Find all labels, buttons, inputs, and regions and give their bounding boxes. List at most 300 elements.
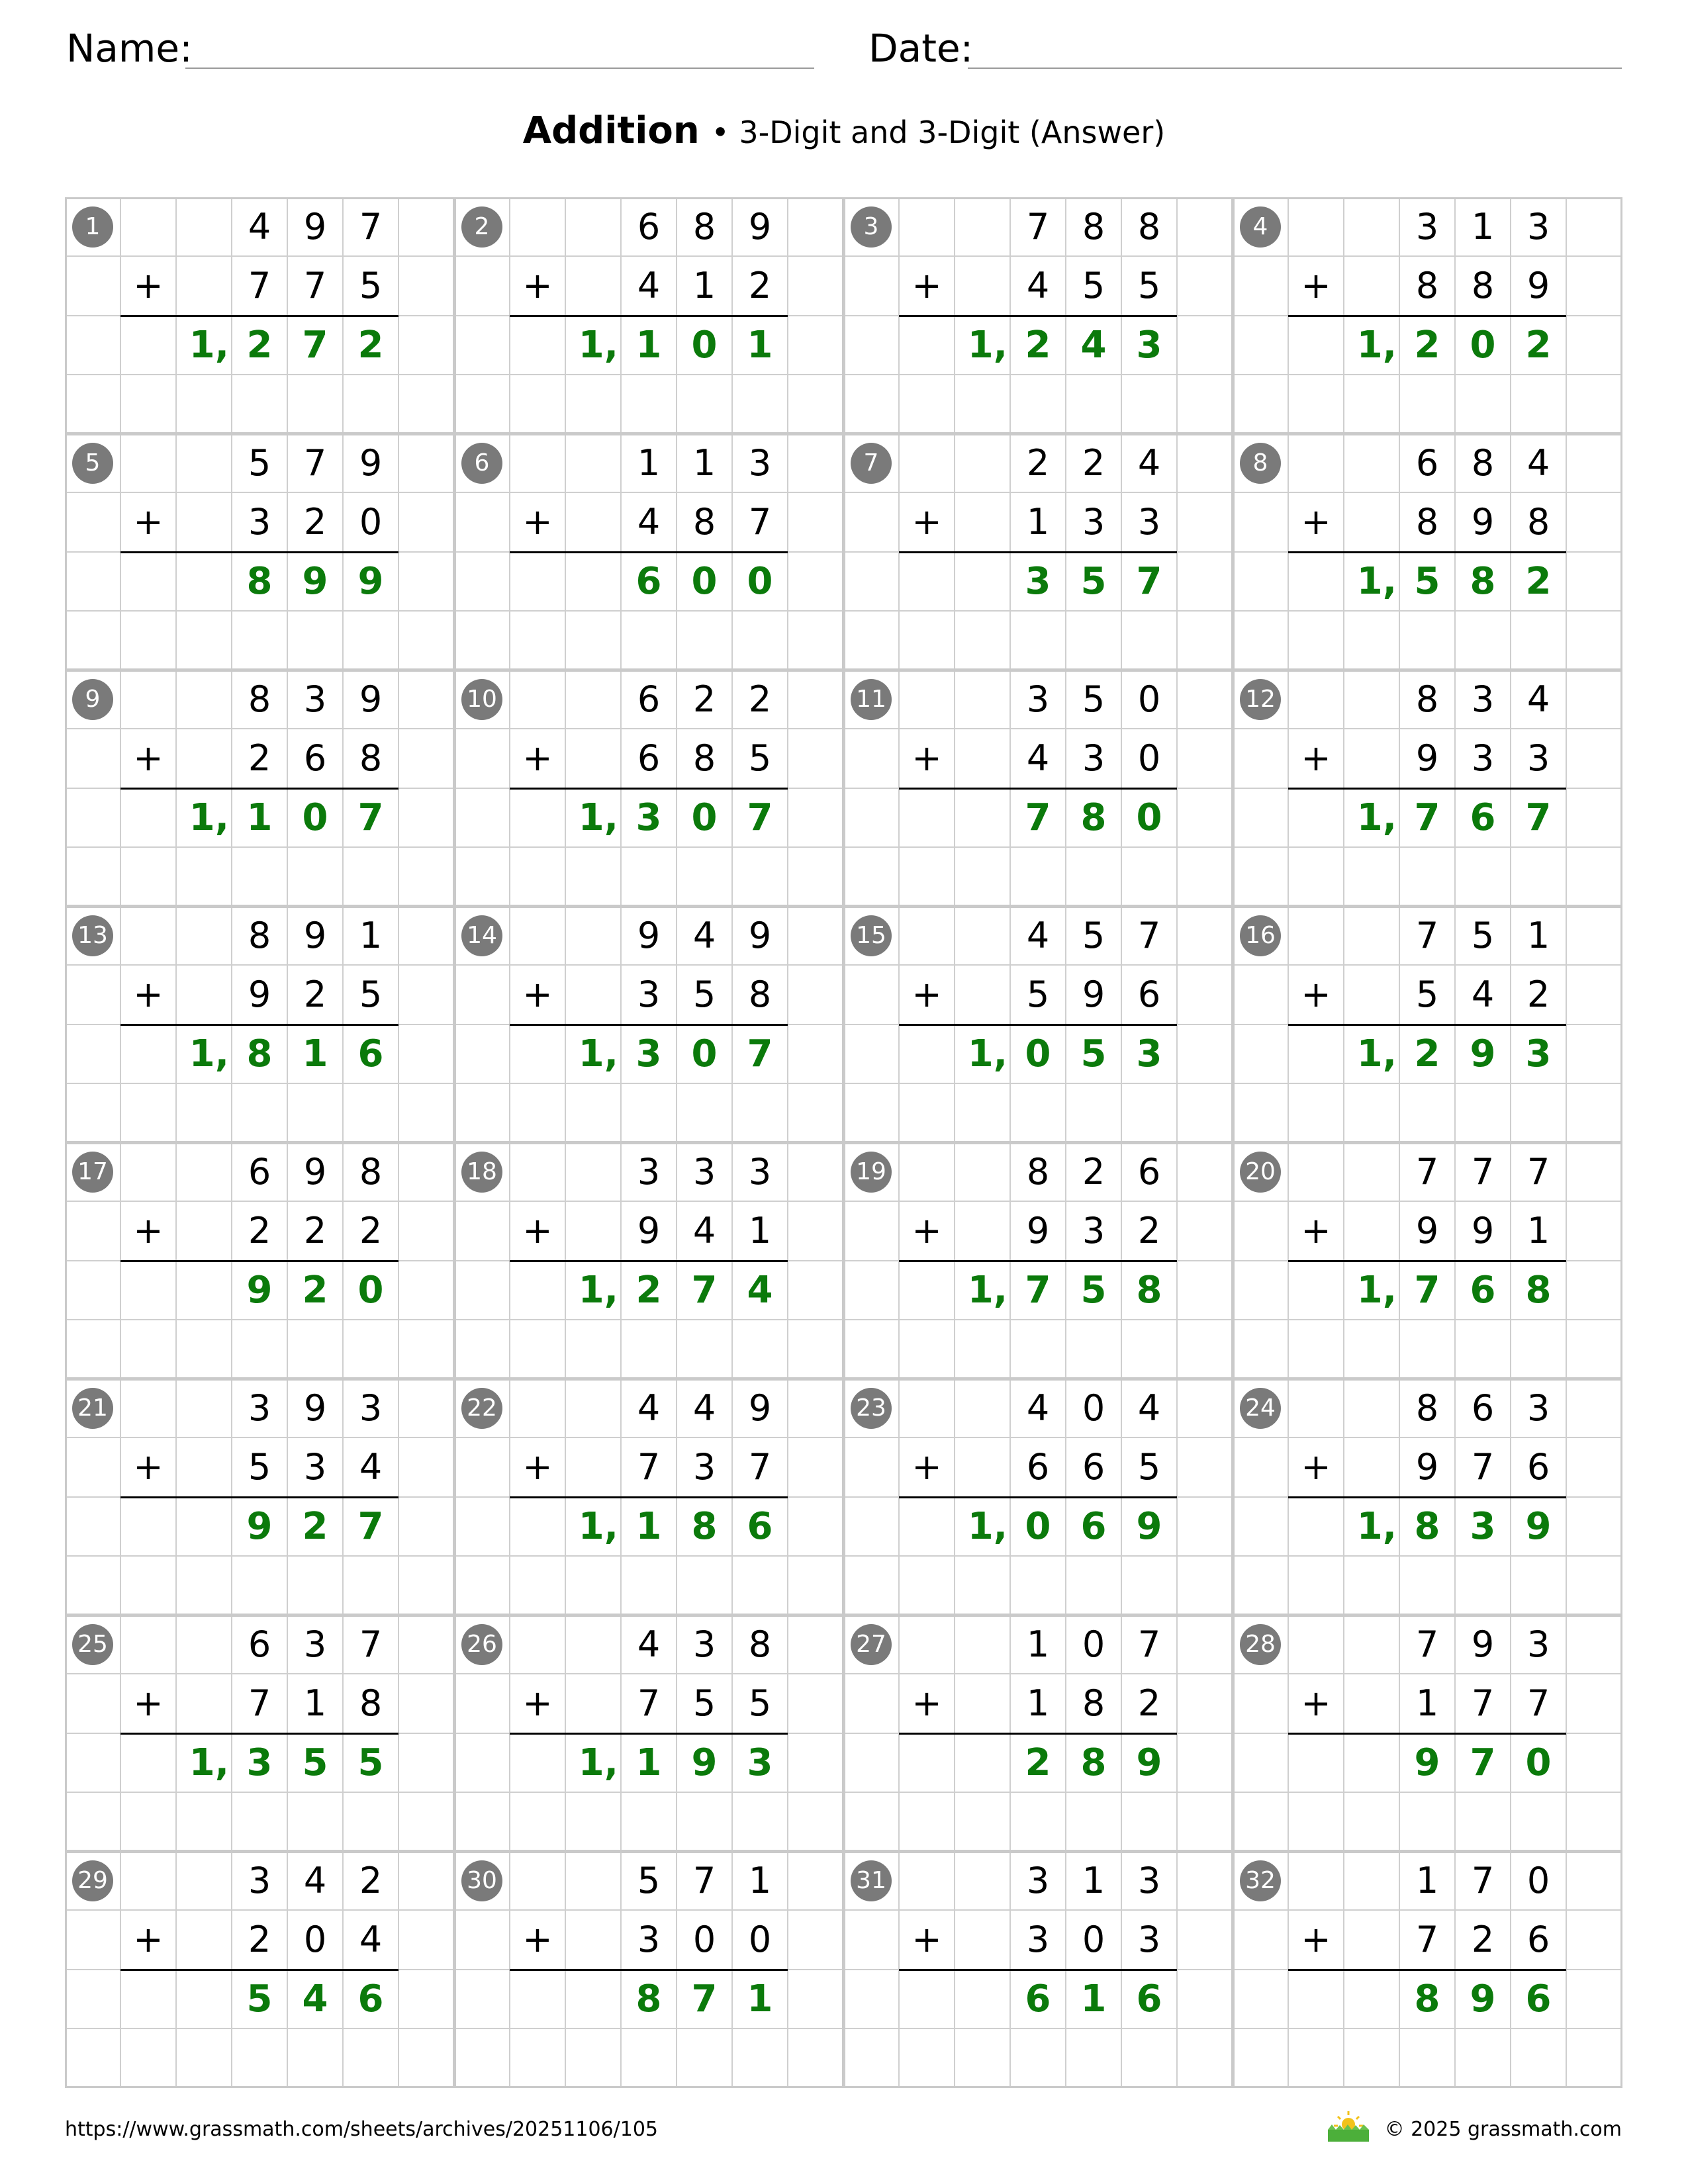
grid-cell	[1399, 375, 1455, 433]
addend-top-digit: 1	[637, 442, 661, 484]
answer-digit: 9	[691, 1741, 718, 1784]
addend-bottom-digit: 0	[1137, 737, 1161, 780]
grid-cell	[1511, 611, 1566, 670]
grid-cell	[399, 1497, 454, 1556]
answer-digit: 5	[246, 1977, 273, 2021]
grid-cell	[843, 1024, 899, 1083]
answer-digit: 7	[357, 1504, 384, 1548]
grid-cell	[1566, 965, 1622, 1024]
grid-cell	[232, 375, 287, 433]
grid-cell	[1455, 2028, 1511, 2087]
problem-number-badge: 11	[851, 679, 892, 720]
grid-cell	[955, 670, 1010, 729]
addend-top-digit: 3	[1526, 206, 1550, 248]
addend-top-digit: 3	[637, 1151, 661, 1193]
grid-cell	[287, 1556, 343, 1615]
grid-cell	[788, 256, 843, 315]
plus-sign: +	[1301, 1919, 1331, 1961]
addend-top-digit: 8	[248, 915, 271, 956]
grid-cell	[788, 1083, 843, 1142]
grid-cell	[1177, 492, 1233, 551]
grid-cell	[454, 788, 510, 847]
grid-cell	[1511, 847, 1566, 906]
grid-cell	[65, 1083, 120, 1142]
grid-cell	[1566, 906, 1622, 965]
problem-number-badge: 7	[851, 443, 892, 484]
grid-cell	[176, 1379, 232, 1437]
grid-cell	[399, 433, 454, 492]
addend-top-digit: 2	[359, 1860, 383, 1901]
grid-cell	[510, 1497, 565, 1556]
addend-top-digit: 6	[637, 678, 661, 720]
plus-sign: +	[912, 265, 942, 307]
grid-cell	[1233, 256, 1288, 315]
grid-cell	[955, 375, 1010, 433]
grid-cell	[343, 847, 399, 906]
addend-top-digit: 7	[1471, 1860, 1495, 1901]
grid-cell	[1566, 375, 1622, 433]
grid-cell	[454, 1437, 510, 1496]
answer-digit: 9	[246, 1268, 273, 1312]
grid-cell	[843, 492, 899, 551]
addend-bottom-digit: 3	[1137, 1919, 1161, 1961]
grid-cell	[1566, 1201, 1622, 1260]
plus-sign: +	[912, 1682, 942, 1725]
grid-cell	[1399, 611, 1455, 670]
grid-cell	[65, 1733, 120, 1792]
grid-cell	[955, 1615, 1010, 1674]
grid-cell	[1121, 611, 1177, 670]
addend-bottom-digit: 5	[1026, 974, 1050, 1016]
footer-url[interactable]: https://www.grassmath.com/sheets/archives/20251106/105	[65, 2118, 659, 2141]
addend-bottom-digit: 0	[692, 1919, 716, 1961]
grid-cell	[1566, 1024, 1622, 1083]
grid-cell	[1288, 1792, 1344, 1851]
grid-cell	[120, 906, 176, 965]
addend-top-digit: 4	[637, 1623, 661, 1665]
addend-bottom-digit: 3	[1082, 501, 1105, 543]
grid-cell	[788, 1379, 843, 1437]
grid-cell	[1455, 1083, 1511, 1142]
grid-cell	[399, 1556, 454, 1615]
grid-cell	[1288, 1851, 1344, 1910]
answer-digit: 7	[691, 1268, 718, 1312]
addend-top-digit: 3	[1526, 1387, 1550, 1429]
grid-cell	[565, 906, 621, 965]
grid-cell	[955, 1674, 1010, 1733]
grid-cell	[176, 847, 232, 906]
grid-cell	[1233, 847, 1288, 906]
grid-cell	[955, 611, 1010, 670]
grid-cell	[1399, 1320, 1455, 1379]
grid-cell	[176, 1083, 232, 1142]
answer-digit: 5	[1080, 559, 1107, 603]
answer-digit: 0	[747, 559, 773, 603]
plus-sign: +	[912, 1919, 942, 1961]
answer-digit: 8	[246, 1032, 273, 1075]
grid-cell	[1511, 1320, 1566, 1379]
grid-cell	[510, 433, 565, 492]
grid-cell	[120, 1615, 176, 1674]
grid-cell	[1344, 2028, 1399, 2087]
addend-bottom-digit: 2	[1137, 1682, 1161, 1725]
answer-digit: 2	[1025, 1741, 1051, 1784]
grid-cell	[1066, 611, 1121, 670]
grid-cell	[1455, 375, 1511, 433]
grid-cell	[65, 1437, 120, 1496]
grid-cell	[1344, 965, 1399, 1024]
addend-bottom-digit: 6	[1026, 1446, 1050, 1488]
grid-cell	[65, 552, 120, 611]
grid-cell	[843, 729, 899, 788]
problem-block	[1233, 1142, 1622, 1379]
grid-cell	[399, 1970, 454, 2028]
answer-digit: 4	[747, 1268, 773, 1312]
grid-cell	[788, 1970, 843, 2028]
grid-cell	[677, 1556, 732, 1615]
grid-cell	[399, 552, 454, 611]
grid-cell	[1177, 197, 1233, 256]
problem-number-badge: 13	[72, 915, 113, 956]
grid-cell	[1344, 906, 1399, 965]
addend-top-digit: 9	[303, 206, 327, 248]
answer-digit: 1,	[578, 323, 618, 367]
grid-cell	[1455, 611, 1511, 670]
addend-top-digit: 4	[1137, 1387, 1161, 1429]
grid-cell	[176, 433, 232, 492]
grid-cell	[1344, 1733, 1399, 1792]
addend-top-digit: 8	[692, 206, 716, 248]
addend-bottom-digit: 3	[303, 1446, 327, 1488]
answer-digit: 2	[302, 1268, 328, 1312]
grid-cell	[899, 1970, 955, 2028]
grid-cell	[1344, 197, 1399, 256]
grid-cell	[65, 847, 120, 906]
grid-cell	[899, 906, 955, 965]
grid-cell	[955, 1970, 1010, 2028]
grid-cell	[399, 1201, 454, 1260]
grid-cell	[1344, 1201, 1399, 1260]
grid-cell	[176, 375, 232, 433]
grid-cell	[843, 1083, 899, 1142]
grid-cell	[1511, 1083, 1566, 1142]
plus-sign: +	[1301, 501, 1331, 543]
grid-cell	[65, 375, 120, 433]
grid-cell	[565, 729, 621, 788]
answer-digit: 1,	[578, 1032, 618, 1075]
addend-bottom-digit: 4	[359, 1446, 383, 1488]
grid-cell	[955, 256, 1010, 315]
grid-cell	[1511, 1556, 1566, 1615]
addend-top-digit: 9	[359, 442, 383, 484]
grid-cell	[843, 2028, 899, 2087]
addend-bottom-digit: 8	[692, 501, 716, 543]
grid-cell	[955, 847, 1010, 906]
grid-cell	[1066, 847, 1121, 906]
name-line[interactable]	[185, 68, 814, 69]
answer-digit: 6	[1080, 1504, 1107, 1548]
grid-cell	[399, 1320, 454, 1379]
answer-digit: 1,	[189, 323, 229, 367]
grid-cell	[399, 1792, 454, 1851]
grid-cell	[510, 1733, 565, 1792]
grid-cell	[1233, 552, 1288, 611]
grid-cell	[1566, 1437, 1622, 1496]
grid-cell	[1288, 1733, 1344, 1792]
addend-top-digit: 4	[1526, 442, 1550, 484]
addend-bottom-digit: 0	[748, 1919, 772, 1961]
grid-cell	[1177, 1379, 1233, 1437]
grid-cell	[1177, 2028, 1233, 2087]
answer-digit: 1,	[189, 1741, 229, 1784]
answer-digit: 5	[1080, 1032, 1107, 1075]
grid-cell	[399, 1851, 454, 1910]
addend-bottom-digit: 2	[248, 737, 271, 780]
grid-cell	[732, 1083, 788, 1142]
answer-digit: 2	[635, 1268, 662, 1312]
addend-top-digit: 3	[748, 442, 772, 484]
addend-bottom-digit: 4	[1471, 974, 1495, 1016]
grid-cell	[510, 1024, 565, 1083]
answer-digit: 1	[302, 1032, 328, 1075]
answer-digit: 0	[1470, 323, 1496, 367]
addend-top-digit: 3	[1415, 206, 1439, 248]
grid-cell	[1511, 1792, 1566, 1851]
grid-cell	[1344, 1556, 1399, 1615]
answer-digit: 1,	[967, 1504, 1008, 1548]
addend-top-digit: 8	[1471, 442, 1495, 484]
grid-cell	[1177, 1910, 1233, 1969]
grid-cell	[120, 1320, 176, 1379]
grid-cell	[788, 1497, 843, 1556]
addend-top-digit: 1	[1082, 1860, 1105, 1901]
addend-bottom-digit: 7	[748, 501, 772, 543]
problem-block	[454, 1142, 843, 1379]
answer-digit: 6	[1025, 1977, 1051, 2021]
answer-digit: 9	[1525, 1504, 1552, 1548]
grid-cell	[454, 965, 510, 1024]
answer-digit: 0	[302, 796, 328, 839]
grid-cell	[1233, 316, 1288, 375]
answer-digit: 0	[691, 1032, 718, 1075]
addend-top-digit: 4	[1026, 1387, 1050, 1429]
problem-number-badge: 23	[851, 1388, 892, 1429]
answer-digit: 7	[1025, 1268, 1051, 1312]
grid-cell	[510, 1792, 565, 1851]
grid-cell	[899, 1556, 955, 1615]
addend-bottom-digit: 8	[748, 974, 772, 1016]
grid-cell	[1566, 1674, 1622, 1733]
grid-cell	[1233, 611, 1288, 670]
problem-block	[1233, 433, 1622, 670]
addend-top-digit: 6	[1415, 442, 1439, 484]
answer-digit: 3	[747, 1741, 773, 1784]
grid-cell	[65, 1201, 120, 1260]
grid-cell	[899, 197, 955, 256]
addend-top-digit: 3	[248, 1387, 271, 1429]
addend-bottom-digit: 2	[359, 1210, 383, 1252]
grid-cell	[1288, 316, 1344, 375]
problem-number-badge: 20	[1240, 1152, 1281, 1193]
grid-cell	[120, 1497, 176, 1556]
grid-cell	[1288, 1970, 1344, 2028]
grid-cell	[1344, 492, 1399, 551]
addend-bottom-digit: 6	[1137, 974, 1161, 1016]
grid-cell	[1177, 256, 1233, 315]
answer-digit: 1,	[189, 796, 229, 839]
grid-cell	[120, 433, 176, 492]
date-line[interactable]	[968, 68, 1622, 69]
grid-cell	[1566, 1379, 1622, 1437]
plus-sign: +	[133, 1919, 164, 1961]
answer-digit: 1,	[1356, 1032, 1397, 1075]
grid-cell	[899, 1792, 955, 1851]
problem-number-badge: 12	[1240, 679, 1281, 720]
grid-cell	[565, 670, 621, 729]
plus-sign: +	[1301, 737, 1331, 780]
grid-cell	[843, 1261, 899, 1320]
grid-cell	[677, 375, 732, 433]
grid-cell	[1566, 316, 1622, 375]
addend-bottom-digit: 7	[248, 1682, 271, 1725]
addend-top-digit: 3	[748, 1151, 772, 1193]
addend-bottom-digit: 1	[748, 1210, 772, 1252]
addend-bottom-digit: 2	[248, 1210, 271, 1252]
addend-bottom-digit: 9	[637, 1210, 661, 1252]
addend-bottom-digit: 3	[1137, 501, 1161, 543]
grid-cell	[1399, 1083, 1455, 1142]
plus-sign: +	[522, 501, 553, 543]
grid-cell	[1121, 2028, 1177, 2087]
grid-cell	[399, 847, 454, 906]
problem-block	[843, 1379, 1233, 1615]
problem-block	[1233, 670, 1622, 906]
answer-digit: 3	[1470, 1504, 1496, 1548]
addend-bottom-digit: 5	[748, 1682, 772, 1725]
grid-cell	[955, 729, 1010, 788]
grid-cell	[65, 1792, 120, 1851]
grid-cell	[120, 197, 176, 256]
grid-cell	[1177, 1497, 1233, 1556]
grid-cell	[1066, 1320, 1121, 1379]
addend-bottom-digit: 2	[303, 1210, 327, 1252]
grid-cell	[1233, 1910, 1288, 1969]
problem-block	[1233, 906, 1622, 1142]
grid-cell	[176, 1851, 232, 1910]
answer-digit: 1,	[1356, 796, 1397, 839]
grid-cell	[399, 1083, 454, 1142]
grid-cell	[1566, 1910, 1622, 1969]
answer-digit: 6	[1525, 1977, 1552, 2021]
grid-cell	[843, 375, 899, 433]
date-label: Date:	[868, 26, 974, 71]
grid-cell	[565, 197, 621, 256]
problem-block	[65, 433, 454, 670]
grid-cell	[1177, 1142, 1233, 1201]
grid-cell	[1121, 847, 1177, 906]
addend-bottom-digit: 8	[1415, 265, 1439, 307]
addend-bottom-digit: 5	[248, 1446, 271, 1488]
addend-bottom-digit: 0	[359, 501, 383, 543]
grid-cell	[899, 375, 955, 433]
problem-number-badge: 24	[1240, 1388, 1281, 1429]
answer-digit: 2	[1525, 323, 1552, 367]
grid-cell	[120, 316, 176, 375]
grid-cell	[565, 1674, 621, 1733]
addend-bottom-digit: 5	[1082, 265, 1105, 307]
grid-cell	[899, 1024, 955, 1083]
grid-cell	[454, 1024, 510, 1083]
addend-bottom-digit: 5	[359, 265, 383, 307]
grid-cell	[510, 1970, 565, 2028]
plus-sign: +	[1301, 1682, 1331, 1725]
grid-cell	[176, 906, 232, 965]
grid-cell	[899, 1851, 955, 1910]
problem-number-badge: 4	[1240, 206, 1281, 248]
grid-cell	[788, 670, 843, 729]
grid-cell	[565, 1379, 621, 1437]
addend-top-digit: 9	[359, 678, 383, 720]
answer-digit: 1	[635, 1504, 662, 1548]
addend-bottom-digit: 1	[1526, 1210, 1550, 1252]
addend-bottom-digit: 2	[248, 1919, 271, 1961]
grid-cell	[899, 670, 955, 729]
addend-top-digit: 3	[248, 1860, 271, 1901]
grid-cell	[1233, 1261, 1288, 1320]
addend-top-digit: 8	[1026, 1151, 1050, 1193]
problem-block	[843, 1615, 1233, 1851]
grid-cell	[1288, 1379, 1344, 1437]
answer-digit: 1,	[578, 1268, 618, 1312]
addend-bottom-digit: 3	[1526, 737, 1550, 780]
grid-cell	[1344, 433, 1399, 492]
grid-cell	[621, 847, 677, 906]
grid-cell	[399, 965, 454, 1024]
addend-bottom-digit: 9	[1415, 1446, 1439, 1488]
grid-cell	[65, 1910, 120, 1969]
addend-top-digit: 3	[303, 678, 327, 720]
grid-cell	[955, 1556, 1010, 1615]
answer-digit: 1,	[1356, 559, 1397, 603]
grid-cell	[1233, 1792, 1288, 1851]
answer-digit: 7	[1525, 796, 1552, 839]
problem-number-badge: 2	[461, 206, 502, 248]
grid-cell	[843, 1733, 899, 1792]
grid-cell	[1010, 375, 1066, 433]
grid-cell	[899, 2028, 955, 2087]
addend-top-digit: 5	[1471, 915, 1495, 956]
addend-top-digit: 4	[692, 1387, 716, 1429]
grid-cell	[1288, 1261, 1344, 1320]
answer-digit: 9	[302, 559, 328, 603]
grid-cell	[1344, 670, 1399, 729]
grid-cell	[454, 1201, 510, 1260]
grid-cell	[565, 492, 621, 551]
grid-cell	[565, 552, 621, 611]
grid-cell	[565, 1437, 621, 1496]
grid-cell	[65, 1674, 120, 1733]
grid-cell	[343, 2028, 399, 2087]
addend-top-digit: 1	[1415, 1860, 1439, 1901]
addend-bottom-digit: 8	[1415, 501, 1439, 543]
grid-cell	[843, 552, 899, 611]
worksheet-title	[0, 105, 1688, 159]
problem-number-badge: 26	[461, 1624, 502, 1665]
grid-cell	[843, 1320, 899, 1379]
grid-cell	[1288, 611, 1344, 670]
grid-cell	[1566, 1970, 1622, 2028]
title-subtitle: • 3-Digit and 3-Digit (Answer)	[711, 114, 1166, 150]
